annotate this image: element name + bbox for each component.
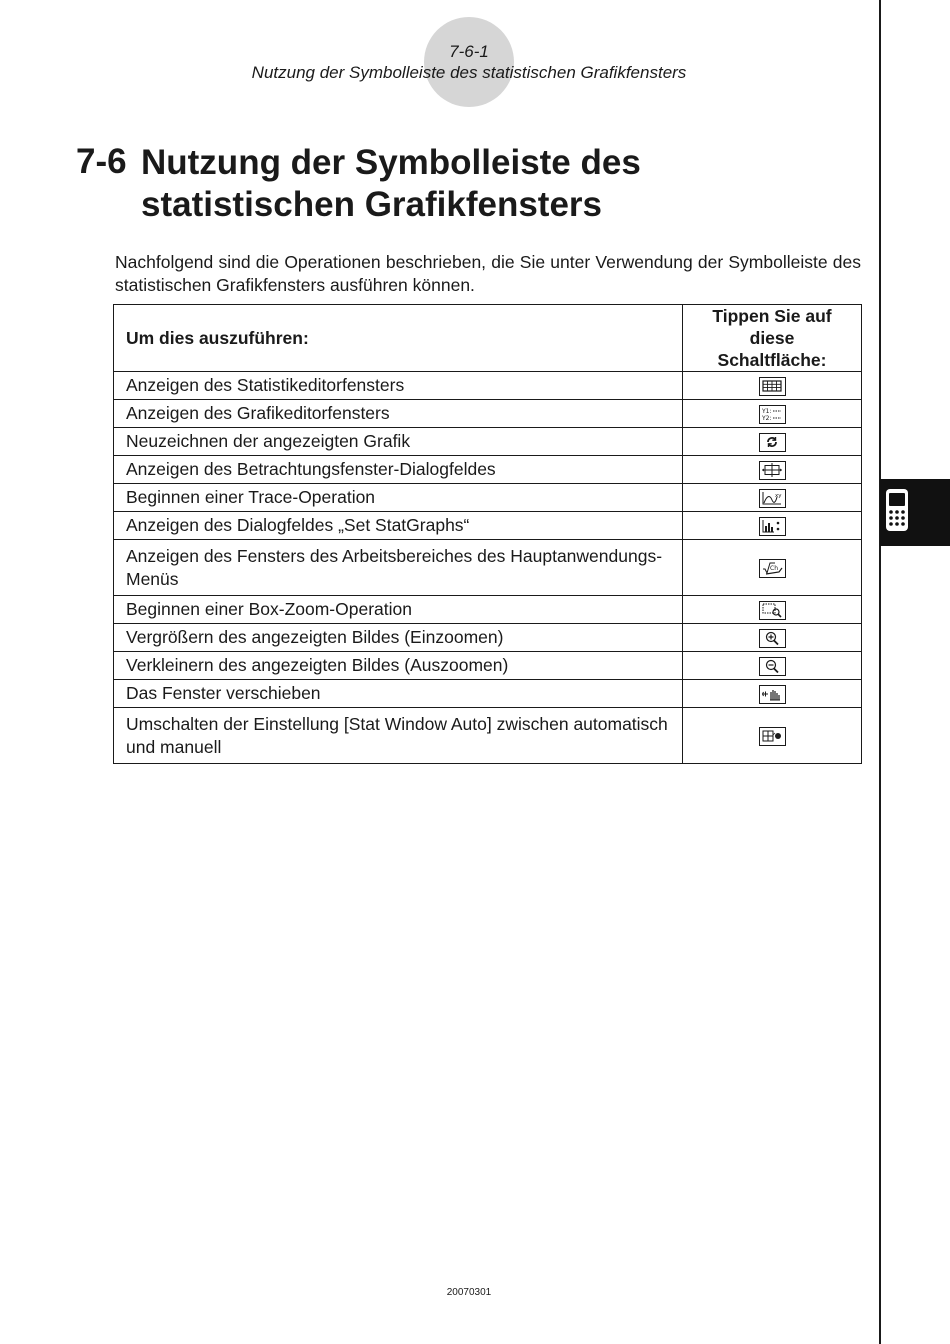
- table-row: [114, 512, 862, 540]
- button-cell: [683, 456, 862, 484]
- action-text: Beginnen einer Box-Zoom-Operation: [114, 596, 683, 624]
- action-text: Neuzeichnen der angezeigten Grafik: [114, 428, 683, 456]
- table-row: [114, 680, 862, 708]
- button-cell: [683, 512, 862, 540]
- calculator-icon: [880, 479, 950, 546]
- intro-paragraph: Nachfolgend sind die Operationen beschrieben, die Sie unter Verwendung der Symbolleiste des statistischen Grafikfensters ausführen können.: [115, 252, 861, 295]
- action-text: Vergrößern des angezeigten Bildes (Einzoomen): [114, 624, 683, 652]
- svg-text:Y1:: Y1:: [761, 407, 772, 415]
- pan-icon: [759, 685, 786, 704]
- operations-table: [113, 304, 862, 764]
- right-margin-rule: [879, 0, 881, 1344]
- column-header-action: Um dies auszuführen:: [114, 305, 683, 372]
- action-text: Anzeigen des Statistikeditorfensters: [114, 372, 683, 400]
- table-header-row: [114, 305, 862, 372]
- column-header-button-line2: diese Schaltfläche:: [717, 328, 827, 370]
- action-text: Anzeigen des Grafikeditorfensters: [114, 400, 683, 428]
- table-row: [114, 708, 862, 764]
- section-number: 7-6: [76, 142, 127, 181]
- footer-code: 20070301: [446, 1287, 492, 1298]
- zoom-in-icon: [759, 629, 786, 648]
- button-cell: [683, 652, 862, 680]
- stat-window-auto-icon: [759, 727, 786, 746]
- svg-text:xy: xy: [774, 492, 782, 499]
- table-row: [114, 428, 862, 456]
- action-text: Anzeigen des Dialogfeldes „Set StatGraphs“: [114, 512, 683, 540]
- column-header-button-line1: Tippen Sie auf: [712, 306, 832, 326]
- stat-editor-icon: [759, 377, 786, 396]
- table-row: [114, 484, 862, 512]
- table-row: [114, 456, 862, 484]
- button-cell: [683, 428, 862, 456]
- header-circle: [424, 17, 514, 107]
- main-workspace-icon: [759, 559, 786, 578]
- action-text: Anzeigen des Fensters des Arbeitsbereiches des Hauptanwendungs-Menüs: [114, 540, 683, 596]
- svg-text:Ch: Ch: [769, 564, 778, 572]
- action-text: Verkleinern des angezeigten Bildes (Auszoomen): [114, 652, 683, 680]
- table-row: [114, 372, 862, 400]
- button-cell: [683, 680, 862, 708]
- chapter-tab: [880, 479, 950, 546]
- button-cell: [683, 400, 862, 428]
- graph-editor-icon: [759, 405, 786, 424]
- svg-text:Y2:: Y2:: [761, 414, 772, 422]
- page-number: 7-6-1: [449, 42, 489, 61]
- section-title: Nutzung der Symbolleiste des statistischen Grafikfensters: [141, 143, 641, 224]
- box-zoom-icon: [759, 601, 786, 620]
- running-title: Nutzung der Symbolleiste des statistischen Grafikfensters: [251, 63, 687, 82]
- button-cell: [683, 624, 862, 652]
- table-row: [114, 624, 862, 652]
- view-window-icon: [759, 461, 786, 480]
- button-cell: [683, 596, 862, 624]
- action-text: Das Fenster verschieben: [114, 680, 683, 708]
- column-header-button: [683, 305, 862, 372]
- action-text: Beginnen einer Trace-Operation: [114, 484, 683, 512]
- table-row: [114, 400, 862, 428]
- trace-icon: [759, 489, 786, 508]
- set-statgraphs-icon: [759, 517, 786, 536]
- button-cell: [683, 372, 862, 400]
- table-row: [114, 540, 862, 596]
- table-row: [114, 596, 862, 624]
- redraw-icon: [759, 433, 786, 452]
- button-cell: [683, 540, 862, 596]
- button-cell: [683, 484, 862, 512]
- zoom-out-icon: [759, 657, 786, 676]
- action-text: Anzeigen des Betrachtungsfenster-Dialogfeldes: [114, 456, 683, 484]
- button-cell: [683, 708, 862, 764]
- table-row: [114, 652, 862, 680]
- action-text: Umschalten der Einstellung [Stat Window Auto] zwischen automatisch und manuell: [114, 708, 683, 764]
